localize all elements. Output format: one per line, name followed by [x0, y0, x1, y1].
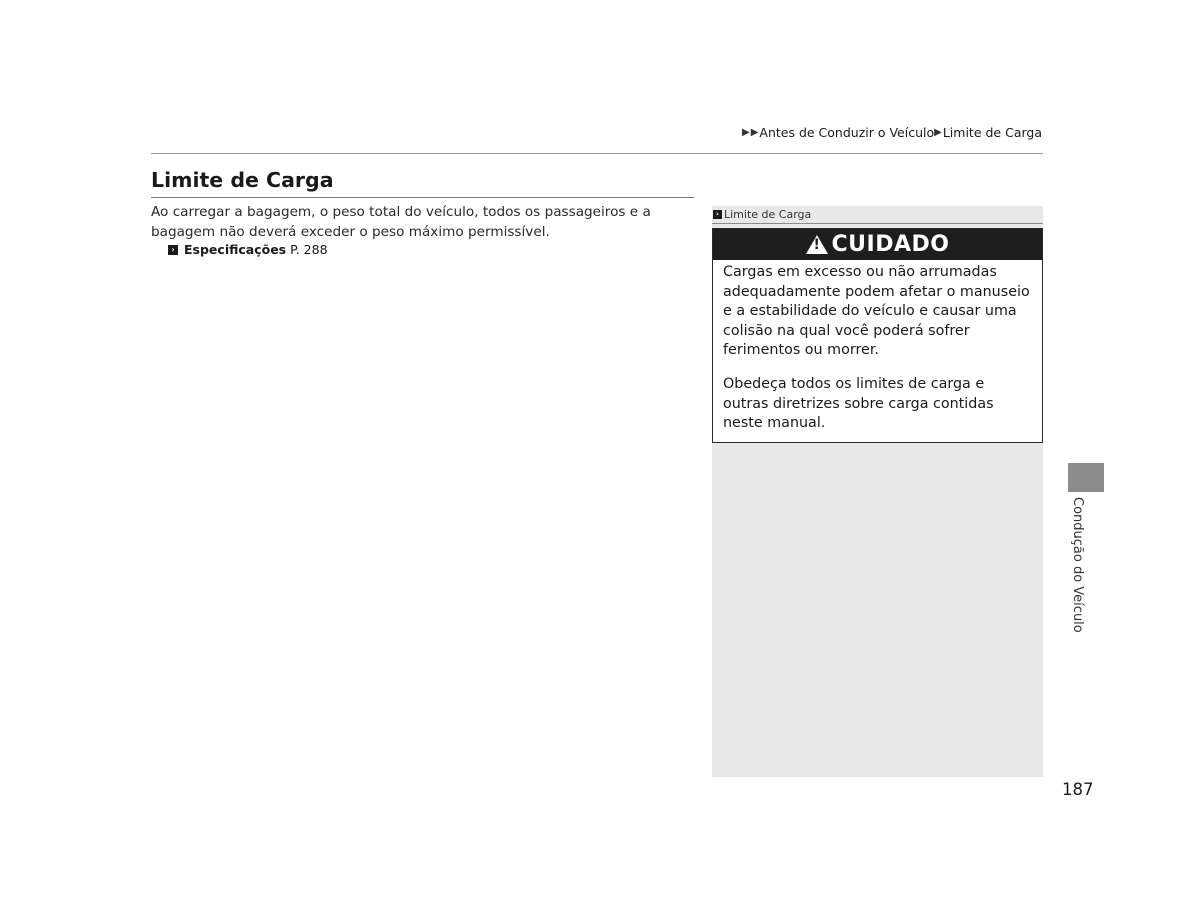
breadcrumb	[742, 125, 1042, 140]
caution-paragraph: Cargas em excesso ou não arrumadas adequadamente podem afetar o manuseio e a estabilidade do veículo e causar uma colisão na qual você poderá sofrer ferimentos ou morrer.	[723, 264, 1030, 359]
caution-box	[712, 228, 1043, 443]
page-title: Limite de Carga	[151, 168, 334, 192]
sidebar-header-label: Limite de Carga	[724, 208, 812, 221]
chapter-tab-label: Condução do Veículo	[1070, 497, 1085, 633]
header-divider	[151, 153, 1043, 154]
page-number: 187	[1062, 780, 1094, 799]
sidebar-notes-panel	[712, 206, 1043, 777]
specifications-page-ref[interactable]: P. 288	[290, 242, 328, 257]
breadcrumb-part-2[interactable]: Limite de Carga	[942, 125, 1042, 140]
specifications-link-label[interactable]: Especificações	[184, 242, 287, 257]
caution-paragraph: Obedeça todos os limites de carga e outras diretrizes sobre carga contidas neste manual.	[723, 375, 994, 432]
specifications-link[interactable]	[168, 242, 328, 257]
chapter-tab[interactable]	[1068, 463, 1104, 492]
sidebar-header	[712, 206, 1043, 224]
reference-arrow-icon: ›	[713, 210, 722, 219]
breadcrumb-part-1[interactable]: Antes de Conduzir o Veículo	[759, 125, 935, 140]
warning-triangle-icon	[806, 235, 828, 254]
reference-arrow-icon: ›	[168, 245, 178, 255]
caution-header	[713, 229, 1042, 260]
body-text: Ao carregar a bagagem, o peso total do veículo, todos os passageiros e a bagagem não deverá exceder o peso máximo permissível.	[151, 204, 651, 240]
title-divider	[151, 197, 694, 198]
breadcrumb-arrow-icon: ▶	[934, 127, 942, 138]
breadcrumb-arrow-icon: ▶	[742, 127, 750, 138]
breadcrumb-arrow-icon: ▶	[750, 127, 759, 138]
caution-title: CUIDADO	[831, 232, 950, 257]
